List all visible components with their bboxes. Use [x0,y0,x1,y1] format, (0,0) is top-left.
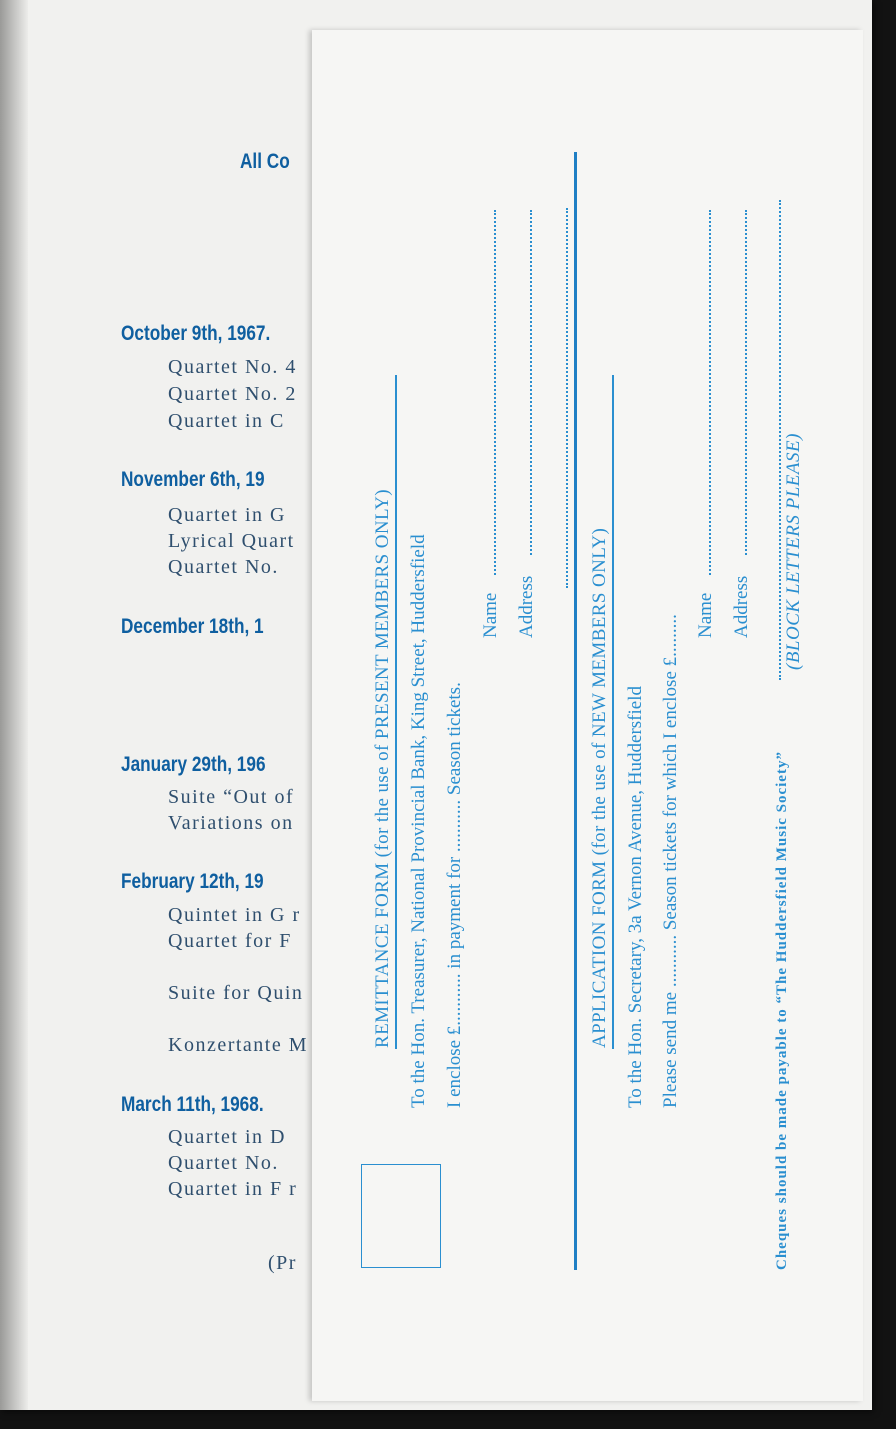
stamp-box [361,1164,441,1268]
programme-item: Konzertante M [168,1034,309,1056]
application-address-field[interactable] [745,210,747,555]
programme-item: Suite “Out of [168,786,295,808]
programme-item: Quintet in G r [168,904,301,926]
remittance-address-field-line2[interactable] [566,208,568,588]
application-to-line: To the Hon. Secretary, 3a Vernon Avenue, Huddersfield [625,686,646,1108]
programme-footnote: (Pr [268,1252,297,1274]
remittance-to-line: To the Hon. Treasurer, National Provincial Bank, King Street, Huddersfield [408,534,429,1108]
programme-item: Quartet in G [168,504,286,526]
programme-item: Variations on [168,812,294,834]
application-address-label: Address [731,575,752,638]
concert-date: March 11th, 1968. [121,1093,264,1116]
concert-date: February 12th, 19 [121,870,264,893]
remittance-enclose-line: I enclose £........... in payment for ........... Season tickets. [444,682,465,1108]
concert-date: November 6th, 19 [121,468,265,491]
concert-date: October 9th, 1967. [121,322,271,345]
signature-dotted-line[interactable] [779,200,781,680]
concert-date: January 29th, 196 [121,753,266,776]
form-divider-line [574,152,577,1270]
booklet-spine [0,0,28,1410]
programme-item: Quartet for F [168,930,292,952]
programme-item: Suite for Quin [168,982,304,1004]
programme-item: Quartet No. [168,556,279,578]
block-letters-note: (BLOCK LETTERS PLEASE) [783,433,804,670]
application-name-field[interactable] [709,210,711,575]
application-send-line: Please send me ........... Season tickets for which I enclose £......... [660,614,681,1108]
cheques-payable-note: Cheques should be made payable to “The Huddersfield Music Society” [774,751,790,1270]
remittance-form-title: REMITTANCE FORM (for the use of PRESENT MEMBERS ONLY) [372,489,393,1048]
concert-date: December 18th, 1 [121,615,264,638]
programme-item: Quartet in C [168,410,285,432]
tear-off-form-slip [312,30,863,1401]
programme-item: Quartet in D [168,1126,286,1148]
remittance-address-label: Address [516,575,537,638]
application-name-label: Name [695,592,716,638]
remittance-address-field[interactable] [530,210,532,555]
programme-item: Lyrical Quart [168,530,295,552]
programme-item: Quartet No. 2 [168,383,297,405]
remittance-name-field[interactable] [494,210,496,575]
programme-item: Quartet in F r [168,1178,298,1200]
programme-item: Quartet No. [168,1152,279,1174]
programme-item: Quartet No. 4 [168,356,297,378]
remittance-title-underline [395,375,397,1049]
concerts-heading: All Co [240,150,290,173]
application-title-underline [612,375,614,1049]
application-form-title: APPLICATION FORM (for the use of NEW MEMBERS ONLY) [589,527,610,1048]
remittance-name-label: Name [480,592,501,638]
